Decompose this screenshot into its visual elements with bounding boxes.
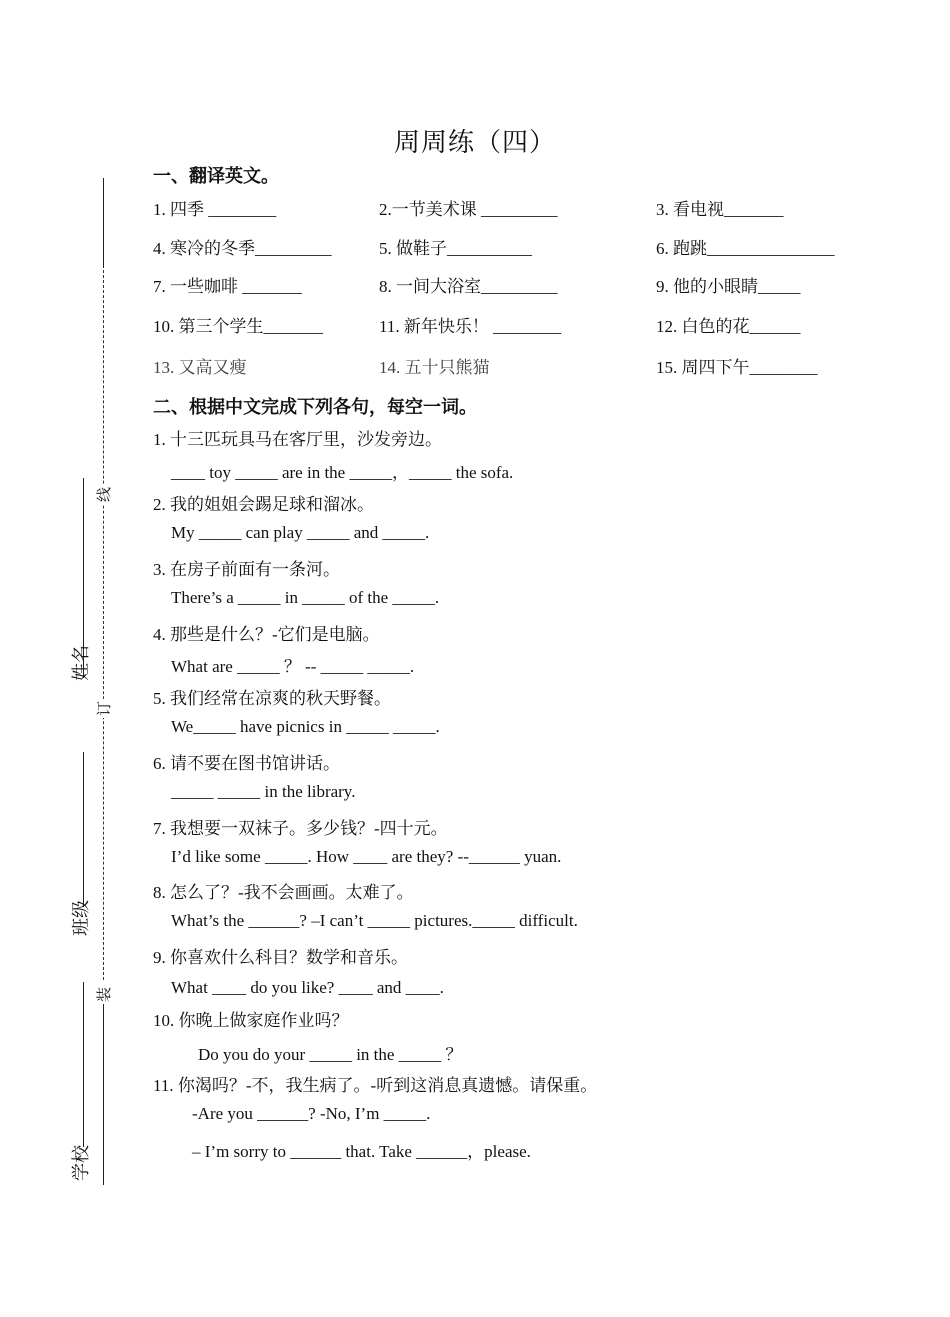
- margin-label-xian: 线: [95, 486, 114, 503]
- class-field-line: [83, 752, 84, 907]
- question-8-chinese: 8. 怎么了？-我不会画画。太难了。: [153, 883, 414, 902]
- question-3-chinese: 3. 在房子前面有一条河。: [153, 560, 340, 579]
- margin-solid-line-top: [103, 178, 104, 268]
- margin-label-zhuang: 装: [95, 986, 114, 1003]
- margin-dashed-line: [103, 270, 104, 980]
- translate-item-15: 15. 周四下午________: [656, 358, 818, 377]
- translate-item-2: 2.一节美术课 _________: [379, 200, 558, 219]
- translate-item-12: 12. 白色的花______: [656, 317, 801, 336]
- translate-item-13: 13. 又高又瘦: [153, 358, 247, 377]
- question-11-english-line2: – I’m sorry to ______ that. Take ______，please.: [192, 1142, 531, 1161]
- question-4-english: What are _____ ？ -- _____ _____.: [171, 657, 415, 676]
- section1-heading: 一、翻译英文。: [153, 166, 279, 187]
- question-7-english: I’d like some _____. How ____ are they? --______ yuan.: [171, 847, 562, 866]
- translate-item-5: 5. 做鞋子__________: [379, 239, 532, 258]
- translate-item-1: 1. 四季 ________: [153, 200, 277, 219]
- school-field-line: [83, 982, 84, 1147]
- question-1-english: ____ toy _____ are in the _____，_____ the sofa.: [171, 463, 514, 482]
- question-11-chinese: 11. 你渴吗？-不，我生病了。-听到这消息真遗憾。请保重。: [153, 1076, 598, 1095]
- translate-item-8: 8. 一间大浴室_________: [379, 277, 558, 296]
- question-4-chinese: 4. 那些是什么？-它们是电脑。: [153, 625, 380, 644]
- translate-item-10: 10. 第三个学生_______: [153, 317, 323, 336]
- question-8-english: What’s the ______? –I can’t _____ pictures._____ difficult.: [171, 911, 578, 930]
- question-3-english: There’s a _____ in _____ of the _____.: [171, 588, 440, 607]
- question-1-chinese: 1. 十三匹玩具马在客厅里，沙发旁边。: [153, 430, 442, 449]
- translate-item-6: 6. 跑跳_______________: [656, 239, 835, 258]
- school-field-label: 学校: [71, 1145, 92, 1181]
- translate-item-7: 7. 一些咖啡 _______: [153, 277, 302, 296]
- question-7-chinese: 7. 我想要一双袜子。多少钱？-四十元。: [153, 819, 448, 838]
- section2-heading: 二、根据中文完成下列各句，每空一词。: [153, 397, 477, 418]
- class-field-label: 班级: [71, 900, 92, 936]
- translate-item-11: 11. 新年快乐！ ________: [379, 317, 562, 336]
- question-5-chinese: 5. 我们经常在凉爽的秋天野餐。: [153, 689, 391, 708]
- question-2-english: My _____ can play _____ and _____.: [171, 523, 430, 542]
- question-10-chinese: 10. 你晚上做家庭作业吗？: [153, 1011, 349, 1030]
- question-9-chinese: 9. 你喜欢什么科目？数学和音乐。: [153, 948, 408, 967]
- translate-item-9: 9. 他的小眼睛_____: [656, 277, 801, 296]
- margin-solid-line-bottom: [103, 1000, 104, 1185]
- translate-item-4: 4. 寒冷的冬季_________: [153, 239, 332, 258]
- question-10-english: Do you do your _____ in the _____ ？: [198, 1045, 463, 1064]
- question-6-chinese: 6. 请不要在图书馆讲话。: [153, 754, 340, 773]
- question-11-english-line1: -Are you ______? -No, I’m _____.: [192, 1104, 431, 1123]
- translate-item-3: 3. 看电视_______: [656, 200, 784, 219]
- page-title: 周周练（四）: [393, 128, 556, 158]
- translate-item-14: 14. 五十只熊猫: [379, 358, 490, 377]
- question-9-english: What ____ do you like? ____ and ____.: [171, 978, 444, 997]
- question-6-english: _____ _____ in the library.: [171, 782, 356, 801]
- margin-label-ding: 订: [95, 700, 114, 717]
- question-5-english: We_____ have picnics in _____ _____.: [171, 717, 440, 736]
- name-field-label: 姓名: [71, 645, 92, 681]
- question-2-chinese: 2. 我的姐姐会踢足球和溜冰。: [153, 495, 374, 514]
